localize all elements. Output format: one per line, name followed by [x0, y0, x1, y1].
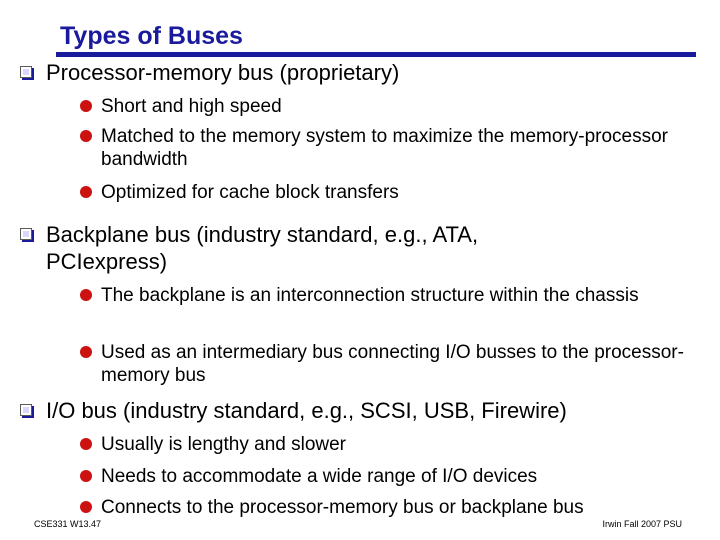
list-item-text: Used as an intermediary bus connecting I/O busses to the processor-memory bus	[101, 342, 684, 386]
slide-title: Types of Buses	[60, 22, 243, 50]
checkbox-bullet-icon	[20, 404, 32, 416]
list-item-text: Usually is lengthy and slower	[101, 434, 347, 455]
red-dot-bullet-icon	[80, 470, 92, 482]
section-heading: Backplane bus (industry standard, e.g., ATA, PCIexpress)	[46, 222, 479, 274]
red-dot-bullet-icon	[80, 438, 92, 450]
list-item-text: The backplane is an interconnection structure within the chassis	[101, 285, 639, 306]
footer-credit: Irwin Fall 2007 PSU	[602, 519, 682, 529]
list-item-text: Matched to the memory system to maximize the memory-processor bandwidth	[101, 126, 669, 170]
red-dot-bullet-icon	[80, 501, 92, 513]
red-dot-bullet-icon	[80, 289, 92, 301]
red-dot-bullet-icon	[80, 100, 92, 112]
footer-course-label: CSE331 W13.47	[34, 519, 102, 529]
red-dot-bullet-icon	[80, 130, 92, 142]
title-underline	[56, 52, 696, 57]
red-dot-bullet-icon	[80, 346, 92, 358]
list-item-text: Connects to the processor-memory bus or backplane bus	[101, 497, 584, 518]
section-heading: I/O bus (industry standard, e.g., SCSI, USB, Firewire)	[46, 398, 567, 423]
checkbox-bullet-icon	[20, 66, 32, 78]
list-item-text: Short and high speed	[101, 96, 282, 117]
checkbox-bullet-icon	[20, 228, 32, 240]
section-heading: Processor-memory bus (proprietary)	[46, 60, 400, 85]
red-dot-bullet-icon	[80, 186, 92, 198]
list-item-text: Optimized for cache block transfers	[101, 182, 399, 203]
list-item-text: Needs to accommodate a wide range of I/O devices	[101, 466, 538, 487]
